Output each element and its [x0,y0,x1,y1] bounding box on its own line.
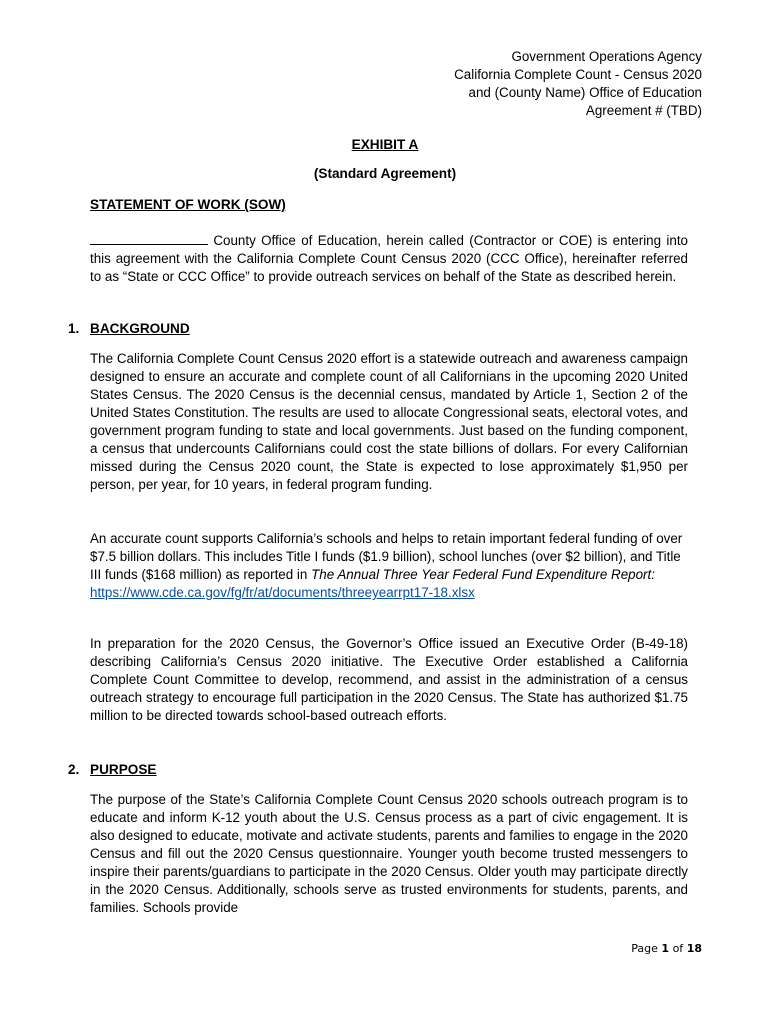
page-word: Page [631,942,658,955]
exhibit-subtitle: (Standard Agreement) [313,166,457,181]
report-link[interactable]: https://www.cde.ca.gov/fg/fr/at/documents/threeyearrpt17-18.xlsx [90,585,475,600]
agreement-header [454,48,702,120]
section-number: 2. [68,762,80,777]
sow-intro-text: County Office of Education, herein called (Contractor or COE) is entering into this agreement with the California Complete Count Census 2020 (CCC Office), hereinafter referred to as “State or CCC Office” to provide outreach services on behalf of the State as described herein. [90,233,688,284]
county-name-blank [90,232,208,245]
background-paragraph-1: The California Complete Count Census 2020 effort is a statewide outreach and awareness campaign designed to ensure an accurate and complete count of all Californians in the upcoming 2020 United States Census. The 2020 Census is the decennial census, mandated by Article 1, Section 2 of the United States Constitution. The results are used to allocate Congressional seats, electoral votes, and government program funding to state and local governments. Just based on the funding component, a census that undercounts Californians could cost the state billions of dollars. For every Californian missed during the Census 2020 count, the State is expected to lose approximately $1,950 per person, per year, for 10 years, in federal program funding. [90,351,688,492]
funding-text: An accurate count supports California’s schools and helps to retain important federal funding of over $7.5 billion dollars. This includes Title I funds ($1.9 billion), school lunches (over $2 billion), and Title III funds ($168 million) as reported in [90,531,683,582]
total-page-count: 18 [686,942,702,955]
exhibit-title: EXHIBIT A [351,137,419,152]
sow-intro-paragraph [90,232,688,286]
header-agency: Government Operations Agency [511,49,702,64]
sow-heading: STATEMENT OF WORK (SOW) [90,197,286,212]
report-title: The Annual Three Year Federal Fund Expenditure Report: [311,567,655,582]
purpose-paragraph-1: The purpose of the State’s California Complete Count Census 2020 schools outreach program is to educate and inform K-12 youth about the U.S. Census process as a part of civic engagement. It is also designed to educate, motivate and activate students, parents and families to engage in the 2020 Census and fill out the 2020 Census questionnaire. Younger youth become trusted messengers to inspire their parents/guardians to participate in the 2020 Census. Older youth may participate directly in the 2020 Census. Additionally, schools serve as trusted environments for students, parents, and families. Schools provide [90,792,688,915]
section-title: BACKGROUND [90,321,190,336]
section-number: 1. [68,321,80,336]
section-heading-background [68,321,190,336]
background-paragraph-2 [90,530,688,602]
page-number-footer [631,942,702,955]
header-agreement-number: Agreement # (TBD) [585,103,702,118]
background-paragraph-3: In preparation for the 2020 Census, the Governor’s Office issued an Executive Order (B-49-18) describing California’s Census 2020 initiative. The Executive Order established a California Complete Count Committee to develop, recommend, and assist in the administration of a census outreach strategy to encourage full participation in the 2020 Census. The State has authorized $1.75 million to be directed towards school-based outreach efforts. [90,636,688,723]
current-page-number: 1 [661,942,670,955]
header-office: and (County Name) Office of Education [468,85,702,100]
section-title: PURPOSE [90,762,157,777]
header-program: California Complete Count - Census 2020 [454,67,702,82]
of-word: of [672,942,684,955]
section-heading-purpose [68,762,156,777]
